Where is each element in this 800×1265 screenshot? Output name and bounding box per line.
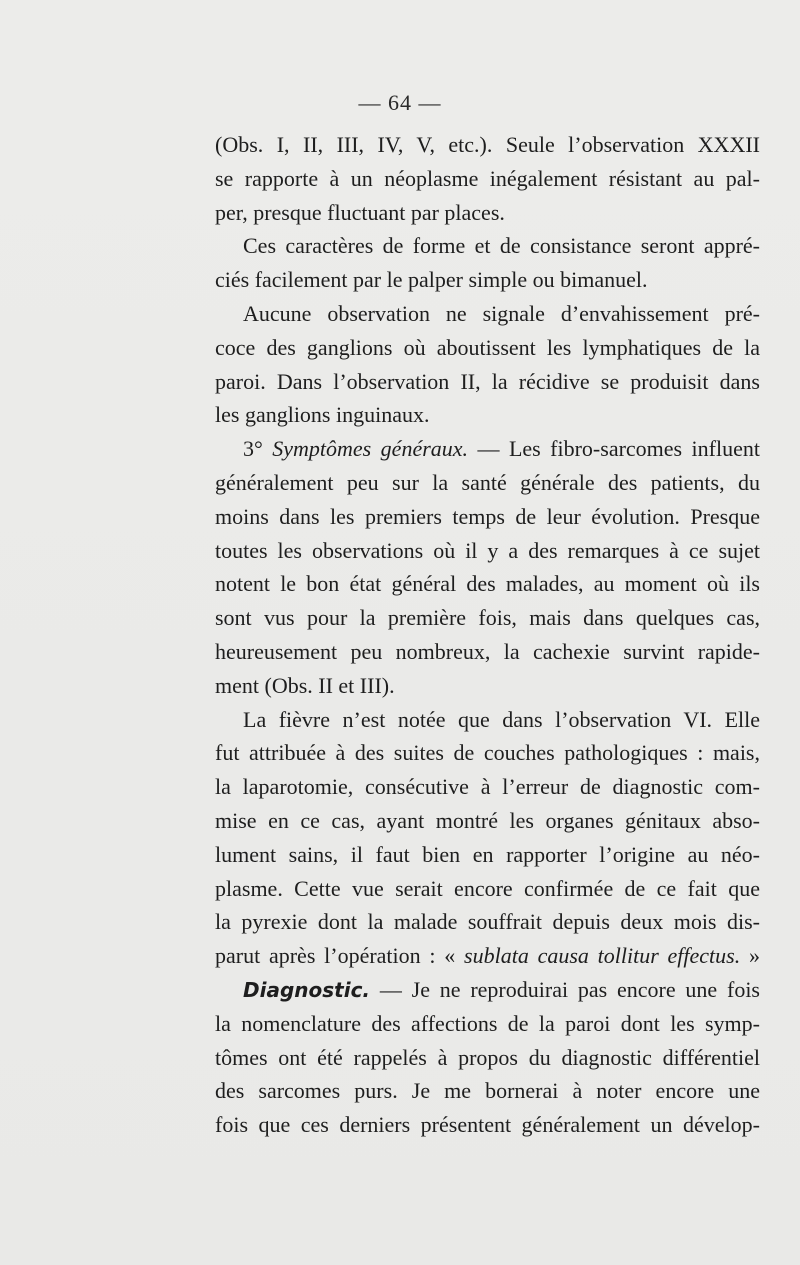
text-line: Aucune observation ne signale d’envahissement pré-	[243, 300, 760, 326]
text-line: sont vus pour la première fois, mais dans quelques cas,	[215, 605, 760, 631]
text-line: notent le bon état général des malades, au moment où ils	[215, 571, 760, 597]
text-line: ment (Obs. II et III).	[215, 672, 395, 698]
body-text	[215, 128, 760, 1142]
text-line: généralement peu sur la santé générale des patients, du	[215, 469, 760, 495]
text-line: coce des ganglions où aboutissent les lymphatiques de la	[215, 334, 760, 360]
text-line: fois que ces derniers présentent généralement un dévelop-	[215, 1112, 760, 1138]
section-heading-diagnostic: Diagnostic.	[243, 977, 371, 1002]
text-line: fut attribuée à des suites de couches pathologiques : mais,	[215, 740, 760, 766]
text-line: la laparotomie, consécutive à l’erreur de diagnostic com-	[215, 774, 760, 800]
section-text: — Les fibro-sarcomes influent	[468, 436, 760, 462]
text-line: les ganglions inguinaux.	[215, 402, 430, 428]
section-line-symptomes	[215, 432, 760, 466]
text-line: paroi. Dans l’observation II, la récidive se produisit dans	[215, 368, 760, 394]
quote-line	[215, 939, 760, 973]
text-line: mise en ce cas, ayant montré les organes génitaux abso-	[215, 807, 760, 833]
section-line-diagnostic	[215, 973, 760, 1007]
text-line: se rapporte à un néoplasme inégalement résistant au pal-	[215, 165, 760, 191]
text-line: toutes les observations où il y a des remarques à ce sujet	[215, 537, 760, 563]
text-line: (Obs. I, II, III, IV, V, etc.). Seule l’observation XXXII	[215, 132, 760, 157]
text-line: La fièvre n’est notée que dans l’observation VI. Elle	[243, 706, 760, 732]
quote-suffix: »	[740, 943, 760, 969]
text-line: moins dans les premiers temps de leur évolution. Presque	[215, 503, 760, 529]
text-line: Ces caractères de forme et de consistance seront appré-	[243, 233, 760, 259]
latin-quote: sublata causa tollitur effectus.	[464, 943, 741, 969]
section-text: — Je ne reproduirai pas encore une fois	[370, 976, 760, 1002]
text-line: heureusement peu nombreux, la cachexie survint rapide-	[215, 638, 760, 664]
section-number: 3°	[243, 436, 273, 462]
text-line: la nomenclature des affections de la paroi dont les symp-	[215, 1010, 760, 1036]
quote-prefix: parut après l’opération : «	[215, 943, 465, 969]
text-line: tômes ont été rappelés à propos du diagnostic différentiel	[215, 1044, 760, 1070]
page-number: — 64 —	[358, 90, 442, 115]
text-line: ciés facilement par le palper simple ou bimanuel.	[215, 267, 648, 293]
text-line: plasme. Cette vue serait encore confirmée de ce fait que	[215, 875, 760, 901]
section-title: Symptômes généraux.	[272, 436, 469, 462]
text-line: la pyrexie dont la malade souffrait depuis deux mois dis-	[215, 909, 760, 935]
text-line: lument sains, il faut bien en rapporter l’origine au néo-	[215, 841, 760, 867]
text-line: per, presque fluctuant par places.	[215, 199, 505, 225]
text-line: des sarcomes purs. Je me bornerai à noter encore une	[215, 1078, 760, 1104]
